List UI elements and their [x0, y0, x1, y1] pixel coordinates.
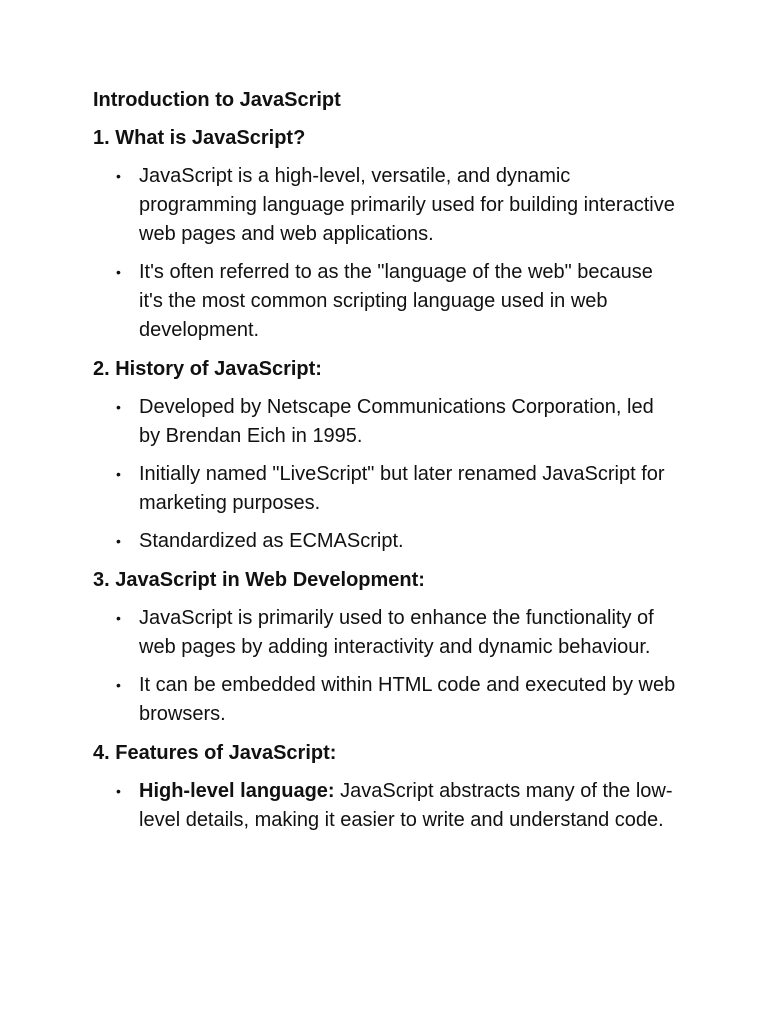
- list-item-text: Developed by Netscape Communications Corporation, led by Brendan Eich in 1995.: [139, 396, 654, 447]
- bullet-icon: •: [116, 677, 121, 693]
- feature-description: JavaScript abstracts many of the low-level details, making it easier to write and understand code.: [139, 780, 673, 831]
- list-item: [93, 393, 679, 451]
- bullet-list-web-development: [93, 604, 693, 729]
- section-heading-web-development: 3. JavaScript in Web Development:: [93, 569, 425, 591]
- section-heading-features: 4. Features of JavaScript:: [93, 742, 337, 764]
- bullet-list-features: [93, 777, 693, 835]
- section-heading-what-is-javascript: 1. What is JavaScript?: [93, 127, 306, 149]
- bullet-icon: •: [116, 783, 121, 799]
- list-item: [93, 162, 679, 249]
- bullet-list-what-is-javascript: [93, 162, 693, 345]
- list-item-text: Initially named "LiveScript" but later renamed JavaScript for marketing purposes.: [139, 463, 665, 514]
- list-item: [93, 258, 679, 345]
- list-item-text: JavaScript is a high-level, versatile, and dynamic programming language primarily used for building interactive web pages and web applications.: [139, 165, 675, 245]
- bullet-icon: •: [116, 399, 121, 415]
- list-item: [93, 671, 679, 729]
- bullet-icon: •: [116, 264, 121, 280]
- bullet-icon: •: [116, 533, 121, 549]
- document-title: Introduction to JavaScript: [93, 89, 341, 111]
- feature-term: High-level language:: [139, 780, 335, 802]
- bullet-icon: •: [116, 466, 121, 482]
- list-item-text: Standardized as ECMAScript.: [139, 530, 404, 552]
- section-heading-history: 2. History of JavaScript:: [93, 358, 322, 380]
- list-item: [93, 527, 679, 556]
- list-item: [93, 777, 679, 835]
- bullet-icon: •: [116, 610, 121, 626]
- list-item: [93, 604, 679, 662]
- list-item: [93, 460, 679, 518]
- bullet-icon: •: [116, 168, 121, 184]
- document-content: [93, 86, 693, 845]
- list-item-text: It can be embedded within HTML code and executed by web browsers.: [139, 674, 676, 725]
- list-item-text: It's often referred to as the "language of the web" because it's the most common scripting language used in web development.: [139, 261, 653, 341]
- list-item-text: JavaScript is primarily used to enhance the functionality of web pages by adding interactivity and dynamic behaviour.: [139, 607, 654, 658]
- bullet-list-history: [93, 393, 693, 556]
